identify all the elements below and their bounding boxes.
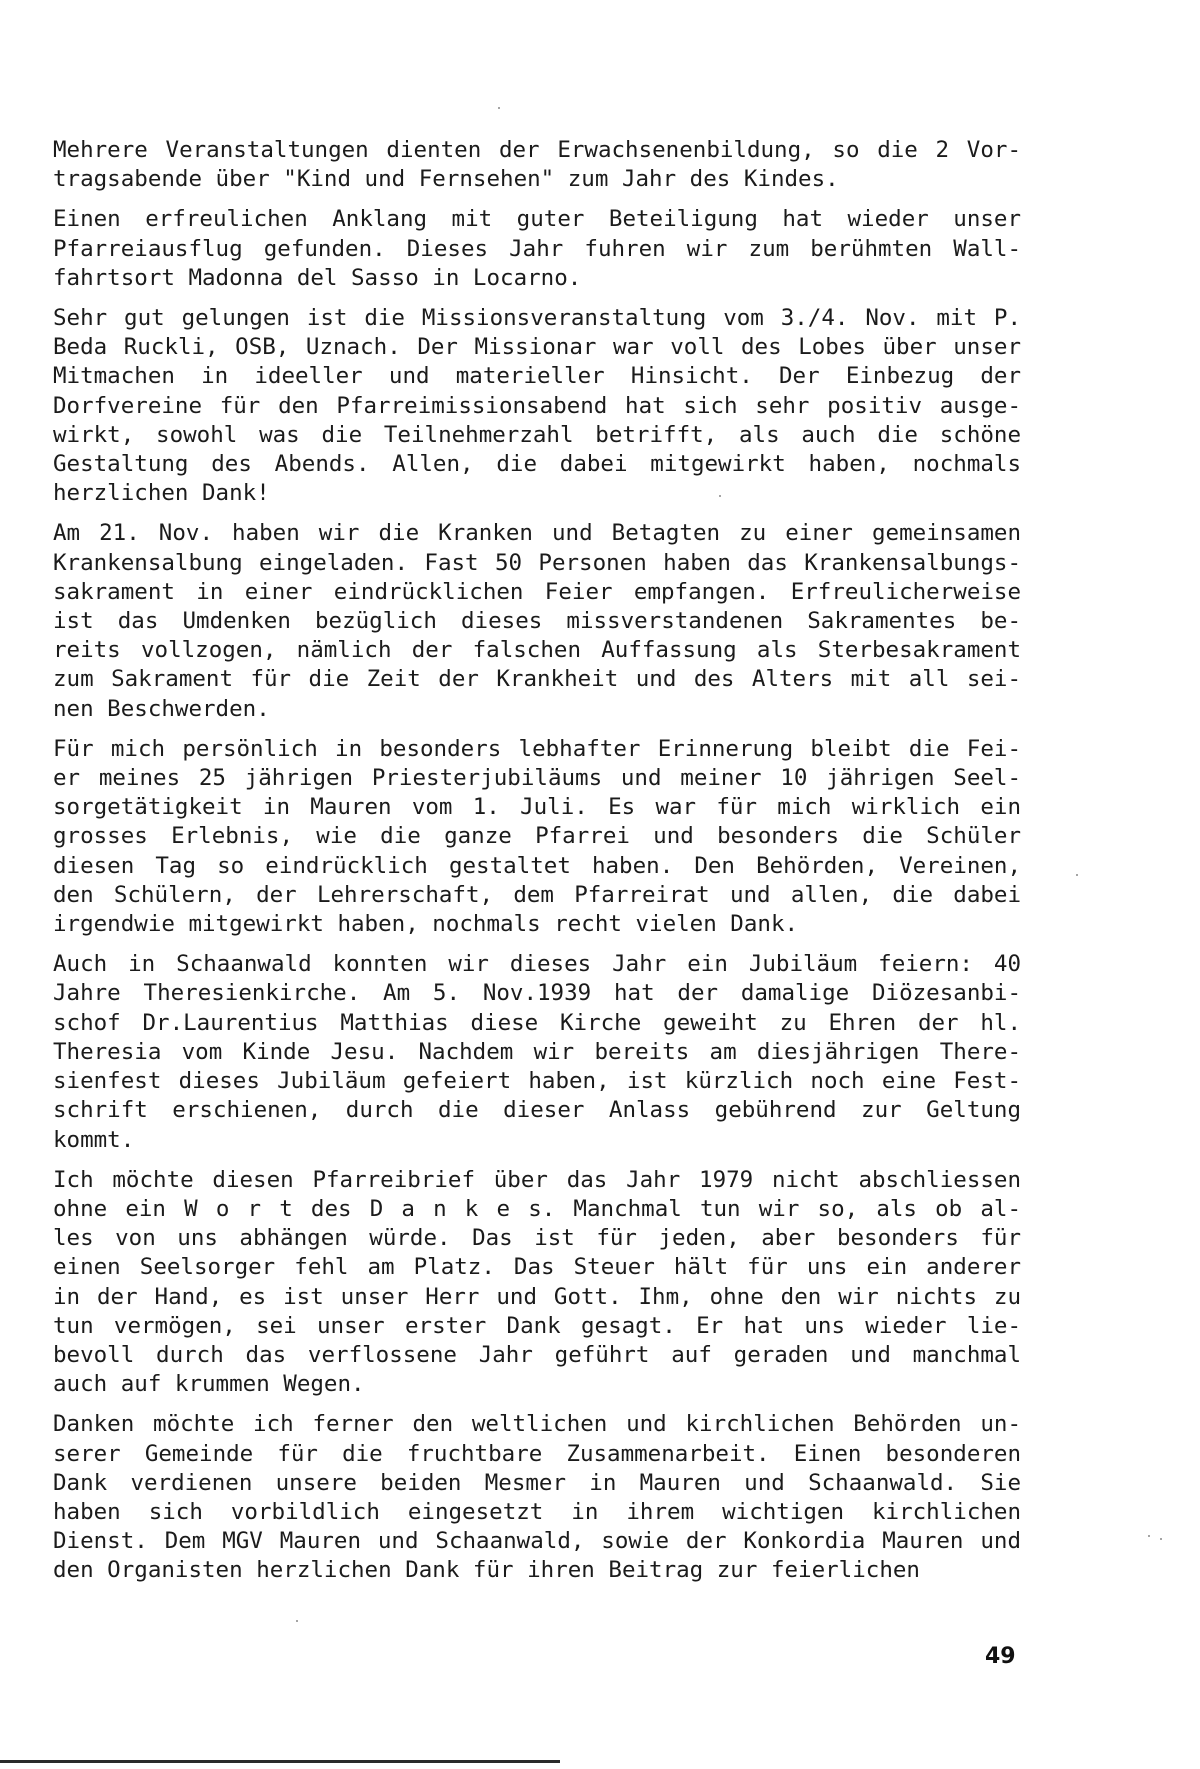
text-line: Einen erfreulichen Anklang mit guter Beteiligung hat wieder unser <box>53 206 1021 233</box>
text-line: Für mich persönlich in besonders lebhafter Erinnerung bleibt die Fei- <box>53 735 1021 762</box>
text-line: Theresia vom Kinde Jesu. Nachdem wir bereits am diesjährigen There- <box>53 1038 1021 1065</box>
text-line: sorgetätigkeit in Mauren vom 1. Juli. Es war für mich wirklich ein <box>53 794 1021 821</box>
text-line: Dienst. Dem MGV Mauren und Schaanwald, sowie der Konkordia Mauren und <box>53 1528 1021 1555</box>
text-line: Am 21. Nov. haben wir die Kranken und Betagten zu einer gemeinsamen <box>53 520 1021 547</box>
text-line: sakrament in einer eindrücklichen Feier empfangen. Erfreulicherweise <box>53 578 1021 605</box>
scan-speck <box>1160 1538 1162 1540</box>
body-text <box>53 136 1021 1597</box>
text-line: Jahre Theresienkirche. Am 5. Nov.1939 hat der damalige Diözesanbi- <box>53 980 1021 1007</box>
scan-speck <box>719 495 721 497</box>
text-line: auch auf krummen Wegen. <box>53 1371 365 1398</box>
scan-speck <box>296 1620 298 1622</box>
text-line: den Organisten herzlichen Dank für ihren Beitrag zur feierlichen <box>53 1557 920 1584</box>
text-line: nen Beschwerden. <box>53 695 270 722</box>
text-line: den Schülern, der Lehrerschaft, dem Pfarreirat und allen, die dabei <box>53 881 1021 908</box>
text-line: les von uns abhängen würde. Das ist für jeden, aber besonders für <box>53 1225 1021 1252</box>
paragraph <box>53 304 1021 508</box>
paragraph <box>53 1166 1021 1400</box>
text-line: Gestaltung des Abends. Allen, die dabei mitgewirkt haben, nochmals <box>53 451 1021 478</box>
paragraph <box>53 205 1021 293</box>
text-line: diesen Tag so eindrücklich gestaltet haben. Den Behörden, Vereinen, <box>53 852 1021 879</box>
text-line: haben sich vorbildlich eingesetzt in ihrem wichtigen kirchlichen <box>53 1498 1021 1525</box>
text-line: einen Seelsorger fehl am Platz. Das Steuer hält für uns ein anderer <box>53 1254 1021 1281</box>
text-line: sienfest dieses Jubiläum gefeiert haben, ist kürzlich noch eine Fest- <box>53 1068 1021 1095</box>
text-line: ist das Umdenken bezüglich dieses missverstandenen Sakramentes be- <box>53 608 1021 635</box>
text-line: grosses Erlebnis, wie die ganze Pfarrei und besonders die Schüler <box>53 823 1021 850</box>
text-line: serer Gemeinde für die fruchtbare Zusammenarbeit. Einen besonderen <box>53 1440 1021 1467</box>
text-line: Auch in Schaanwald konnten wir dieses Jahr ein Jubiläum feiern: 40 <box>53 951 1021 978</box>
text-line: Pfarreiausflug gefunden. Dieses Jahr fuhren wir zum berühmten Wall- <box>53 235 1021 262</box>
paragraph <box>53 136 1021 194</box>
text-line: Sehr gut gelungen ist die Missionsveranstaltung vom 3./4. Nov. mit P. <box>53 305 1021 332</box>
text-line: wirkt, sowohl was die Teilnehmerzahl betrifft, als auch die schöne <box>53 421 1021 448</box>
text-line: ohne ein W o r t des D a n k e s. Manchmal tun wir so, als ob al- <box>53 1195 1021 1222</box>
text-line: herzlichen Dank! <box>53 480 270 507</box>
text-line: Mehrere Veranstaltungen dienten der Erwachsenenbildung, so die 2 Vor- <box>53 137 1021 163</box>
paragraph <box>53 1410 1021 1585</box>
text-line: in der Hand, es ist unser Herr und Gott. Ihm, ohne den wir nichts zu <box>53 1283 1021 1310</box>
text-line: bevoll durch das verflossene Jahr geführt auf geraden und manchmal <box>53 1341 1021 1368</box>
text-line: reits vollzogen, nämlich der falschen Auffassung als Sterbesakrament <box>53 637 1021 664</box>
scan-speck <box>498 107 500 109</box>
text-line: Krankensalbung eingeladen. Fast 50 Personen haben das Krankensalbungs- <box>53 549 1021 576</box>
text-line: zum Sakrament für die Zeit der Krankheit und des Alters mit all sei- <box>53 666 1021 693</box>
text-line: kommt. <box>53 1126 135 1153</box>
text-line: fahrtsort Madonna del Sasso in Locarno. <box>53 264 582 291</box>
text-line: tragsabende über "Kind und Fernsehen" zum Jahr des Kindes. <box>53 166 839 193</box>
page-number: 49 <box>985 1644 1016 1669</box>
text-line: Dank verdienen unsere beiden Mesmer in Mauren und Schaanwald. Sie <box>53 1469 1021 1496</box>
text-line: Beda Ruckli, OSB, Uznach. Der Missionar war voll des Lobes über unser <box>53 334 1021 361</box>
text-line: schof Dr.Laurentius Matthias diese Kirche geweiht zu Ehren der hl. <box>53 1009 1021 1036</box>
scan-speck <box>1076 874 1078 876</box>
text-line: Ich möchte diesen Pfarreibrief über das Jahr 1979 nicht abschliessen <box>53 1166 1021 1193</box>
paragraph <box>53 950 1021 1154</box>
text-line: schrift erschienen, durch die dieser Anlass gebührend zur Geltung <box>53 1097 1021 1124</box>
text-line: tun vermögen, sei unser erster Dank gesagt. Er hat uns wieder lie- <box>53 1312 1021 1339</box>
paragraph <box>53 735 1021 939</box>
text-line: Mitmachen in ideeller und materieller Hinsicht. Der Einbezug der <box>53 363 1021 390</box>
paragraph <box>53 519 1021 723</box>
text-line: er meines 25 jährigen Priesterjubiläums und meiner 10 jährigen Seel- <box>53 765 1021 792</box>
text-line: Dorfvereine für den Pfarreimissionsabend hat sich sehr positiv ausge- <box>53 392 1021 419</box>
scan-speck <box>1148 1535 1150 1537</box>
scan-edge-line <box>0 1760 560 1763</box>
text-line: irgendwie mitgewirkt haben, nochmals recht vielen Dank. <box>53 911 799 938</box>
text-line: Danken möchte ich ferner den weltlichen und kirchlichen Behörden un- <box>53 1411 1021 1438</box>
